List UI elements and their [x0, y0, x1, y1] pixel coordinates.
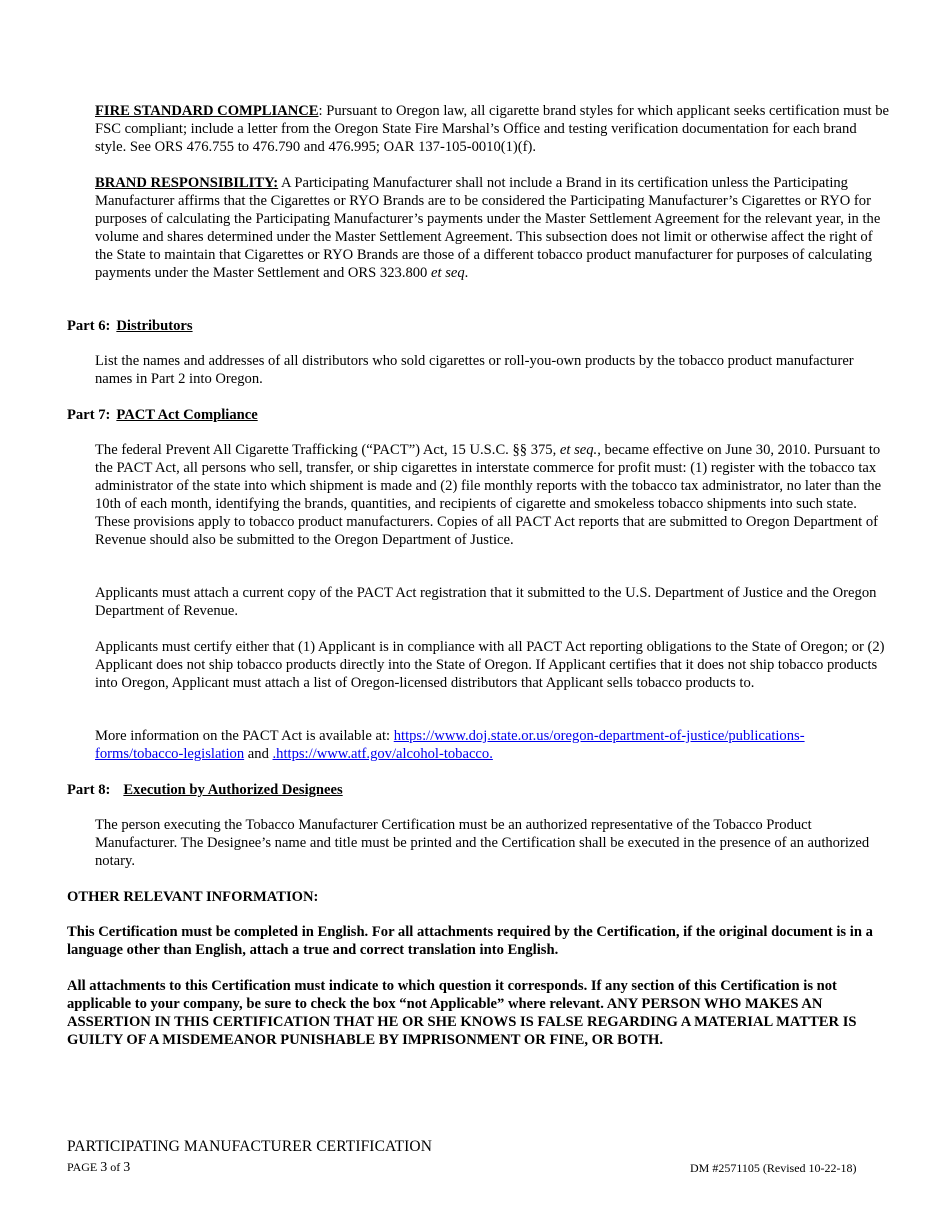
part6-heading: Part 6: Distributors	[67, 318, 193, 334]
fire-standard-text: : Pursuant to Oregon law, all cigarette brand styles for which applicant seeks certification must be FSC compliant; include a letter from the Oregon State Fire Marshal’s Office and testing verification documentation for each brand style. See ORS 476.755 to 476.790 and 476.995; OAR 137-105-0010(1)(f).	[95, 103, 889, 155]
other-info-paragraph-2: All attachments to this Certification must indicate to which question it corresponds. If any section of this Certification is not applicable to your company, be sure to check the box “not Applicable” where relevant. ANY PERSON WHO MAKES AN ASSERTION IN THIS CERTIFICATION THAT HE OR SHE KNOWS IS FALSE REGARDING A MATERIAL MATTER IS GUILTY OF A MISDEMEANOR PUNISHABLE BY IMPRISONMENT OR FINE, OR BOTH.	[67, 978, 857, 1048]
footer-document-id: DM #2571105 (Revised 10-22-18)	[690, 1161, 857, 1175]
part7-heading: Part 7: PACT Act Compliance	[67, 407, 258, 423]
footer-page-number: PAGE 3 of 3	[67, 1160, 131, 1175]
fire-standard-label: FIRE STANDARD COMPLIANCE	[95, 103, 319, 119]
doj-link[interactable]: https://www.doj.state.or.us/oregon-department-of-justice/publications-forms/tobacco-legislation	[95, 728, 805, 762]
footer-title: PARTICIPATING MANUFACTURER CERTIFICATION	[67, 1138, 432, 1155]
brand-responsibility-text: A Participating Manufacturer shall not include a Brand in its certification unless the Participating Manufacturer affirms that the Cigarettes or RYO Brands are to be considered the Participating Manufacturer’s Cigarettes or RYO for purposes of calculating the Participating Manufacturer’s payments under the Master Settlement Agreement for the relevant year, in the volume and shares determined under the Master Settlement Agreement. This subsection does not limit or otherwise affect the right of the State to maintain that Cigarettes or RYO Brands are those of a different tobacco product manufacturer for purposes of calculating payments under the Master Settlement and ORS 323.800	[95, 175, 881, 281]
brand-responsibility-et-seq: et seq	[431, 265, 465, 281]
atf-link[interactable]: .https://www.atf.gov/alcohol-tobacco.	[272, 746, 493, 762]
part8-paragraph: The person executing the Tobacco Manufacturer Certification must be an authorized representative of the Tobacco Product Manufacturer. The Designee’s name and title must be printed and the Certification shall be executed in the presence of an authorized notary.	[95, 817, 870, 869]
part6-title: Distributors	[116, 318, 193, 334]
part7-title: PACT Act Compliance	[116, 407, 258, 423]
part6-paragraph: List the names and addresses of all distributors who sold cigarettes or roll-you-own products by the tobacco product manufacturer names in Part 2 into Oregon.	[95, 353, 854, 387]
part7-paragraph-2: Applicants must attach a current copy of the PACT Act registration that it submitted to the U.S. Department of Justice and the Oregon Department of Revenue.	[95, 585, 877, 619]
fire-standard-paragraph	[95, 102, 890, 156]
part7-paragraph-4: More information on the PACT Act is available at: https://www.doj.state.or.us/oregon-department-of-justice/publications-forms/tobacco-legislation and .https://www.atf.gov/alcohol-tobacco.	[95, 728, 805, 762]
part7-paragraph-3: Applicants must certify either that (1) Applicant is in compliance with all PACT Act reporting obligations to the State of Oregon; or (2) Applicant does not ship tobacco products directly into the State of Oregon. If Applicant certifies that it does not ship tobacco products into Oregon, Applicant must attach a list of Oregon-licensed distributors that Applicant sells tobacco products to.	[95, 639, 885, 691]
brand-responsibility-paragraph: BRAND RESPONSIBILITY: A Participating Manufacturer shall not include a Brand in its certification unless the Participating Manufacturer affirms that the Cigarettes or RYO Brands are to be considered the Participating Manufacturer’s Cigarettes or RYO for purposes of calculating the Participating Manufacturer’s payments under the Master Settlement Agreement for the relevant year, in the volume and shares determined under the Master Settlement Agreement. This subsection does not limit or otherwise affect the right of the State to maintain that Cigarettes or RYO Brands are those of a different tobacco product manufacturer for purposes of calculating payments under the Master Settlement and ORS 323.800 et seq.	[95, 175, 881, 281]
part8-heading: Part 8: Execution by Authorized Designees	[67, 782, 343, 798]
other-info-heading: OTHER RELEVANT INFORMATION:	[67, 889, 319, 905]
part7-paragraph-1: The federal Prevent All Cigarette Trafficking (“PACT”) Act, 15 U.S.C. §§ 375, et seq., became effective on June 30, 2010. Pursuant to the PACT Act, all persons who sell, transfer, or ship cigarettes in interstate commerce for profit must: (1) register with the tobacco tax administrator of the state into which shipment is made and (2) file monthly reports with the tobacco tax administrator, no later than the 10th of each month, identifying the brands, quantities, and recipients of cigarette and smokeless tobacco shipments into such state. These provisions apply to tobacco product manufacturers. Copies of all PACT Act reports that are submitted to Oregon Department of Revenue should also be submitted to the Oregon Department of Justice.	[95, 442, 882, 548]
other-info-paragraph-1: This Certification must be completed in English. For all attachments required by the Certification, if the original document is in a language other than English, attach a true and correct translation into English.	[67, 924, 873, 958]
brand-responsibility-label: BRAND RESPONSIBILITY:	[95, 175, 279, 191]
part8-title: Execution by Authorized Designees	[123, 782, 343, 798]
